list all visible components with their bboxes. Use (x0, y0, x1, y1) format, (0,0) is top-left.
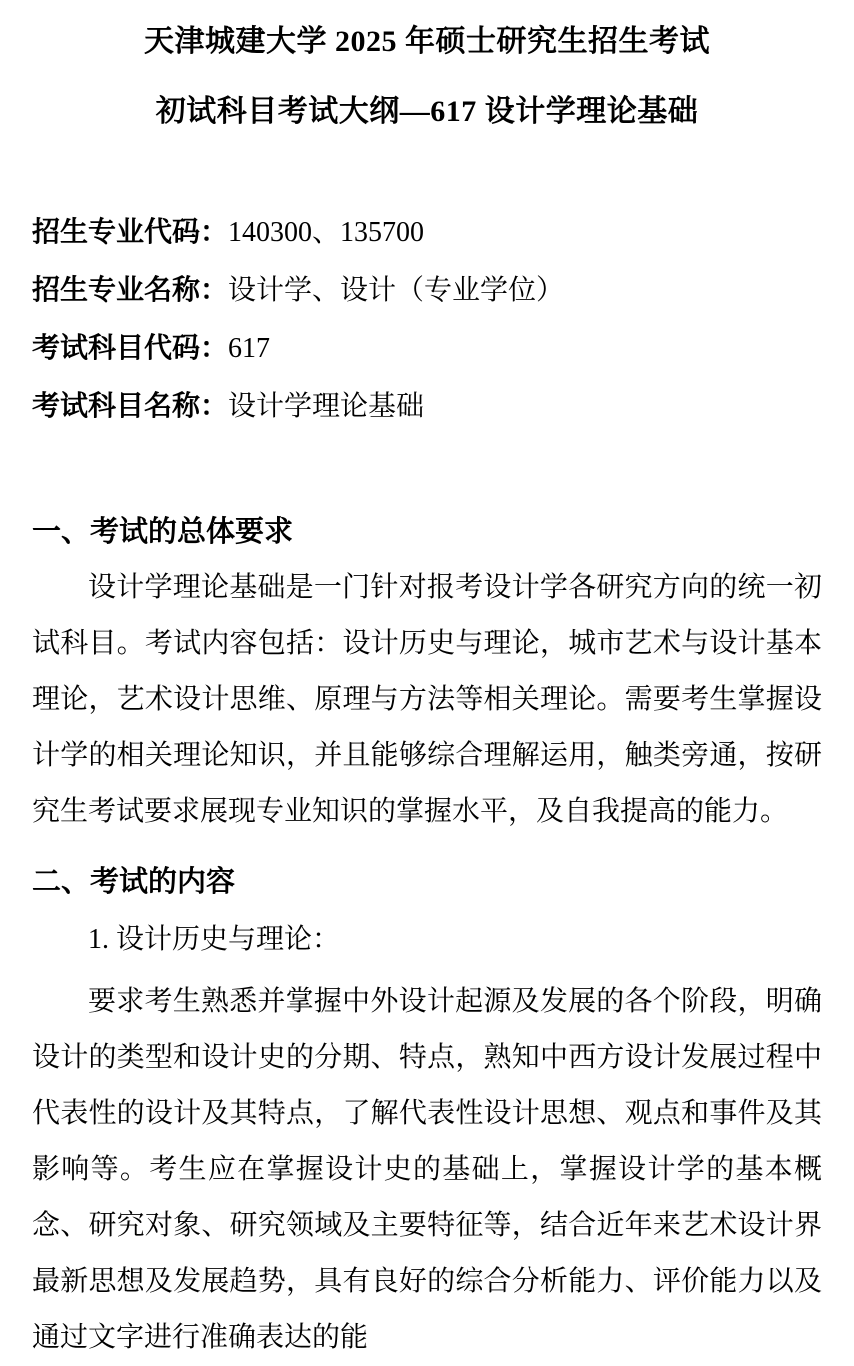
meta-row-exam-subject-code (32, 320, 822, 378)
section-heading-exam-content: 二、考试的内容 (32, 866, 236, 898)
meta-label: 招生专业名称： (32, 275, 229, 306)
meta-row-exam-subject-name (32, 378, 822, 436)
document-title-line1: 天津城建大学 2025 年硕士研究生招生考试 (144, 25, 710, 58)
meta-row-enroll-major-name (32, 262, 822, 320)
meta-value: 617 (228, 333, 271, 364)
section-paragraph: 设计学理论基础是一门针对报考设计学各研究方向的统一初试科目。考试内容包括：设计历史与理论，城市艺术与设计基本理论，艺术设计思维、原理与方法等相关理论。需要考生掌握设计学的相关理论知识，并且能够综合理解运用，触类旁通，按研究生考试要求展现专业知识的掌握水平，及自我提高的能力。 (32, 572, 822, 827)
subitem-label-design-history-theory: 1. 设计历史与理论： (88, 924, 341, 955)
document-page (0, 26, 854, 1366)
meta-value: 设计学、设计（专业学位） (228, 275, 565, 306)
meta-label: 考试科目名称： (32, 391, 229, 422)
section-heading-overall-requirements: 一、考试的总体要求 (32, 516, 294, 548)
meta-label: 招生专业代码： (32, 217, 229, 248)
meta-row-enroll-major-code (32, 204, 822, 262)
document-title-line2: 初试科目考试大纲—617 设计学理论基础 (155, 95, 699, 128)
metadata-block (32, 204, 822, 436)
meta-value: 设计学理论基础 (228, 391, 425, 422)
meta-label: 考试科目代码： (32, 333, 229, 364)
section-paragraph: 要求考生熟悉并掌握中外设计起源及发展的各个阶段，明确设计的类型和设计史的分期、特点，熟知中西方设计发展过程中代表性的设计及其特点，了解代表性设计思想、观点和事件及其影响等。考生应在掌握设计史的基础上，掌握设计学的基本概念、研究对象、研究领域及主要特征等，结合近年来艺术设计界最新思想及发展趋势，具有良好的综合分析能力、评价能力以及通过文字进行准确表达的能 (32, 986, 822, 1353)
meta-value: 140300、135700 (228, 217, 425, 248)
